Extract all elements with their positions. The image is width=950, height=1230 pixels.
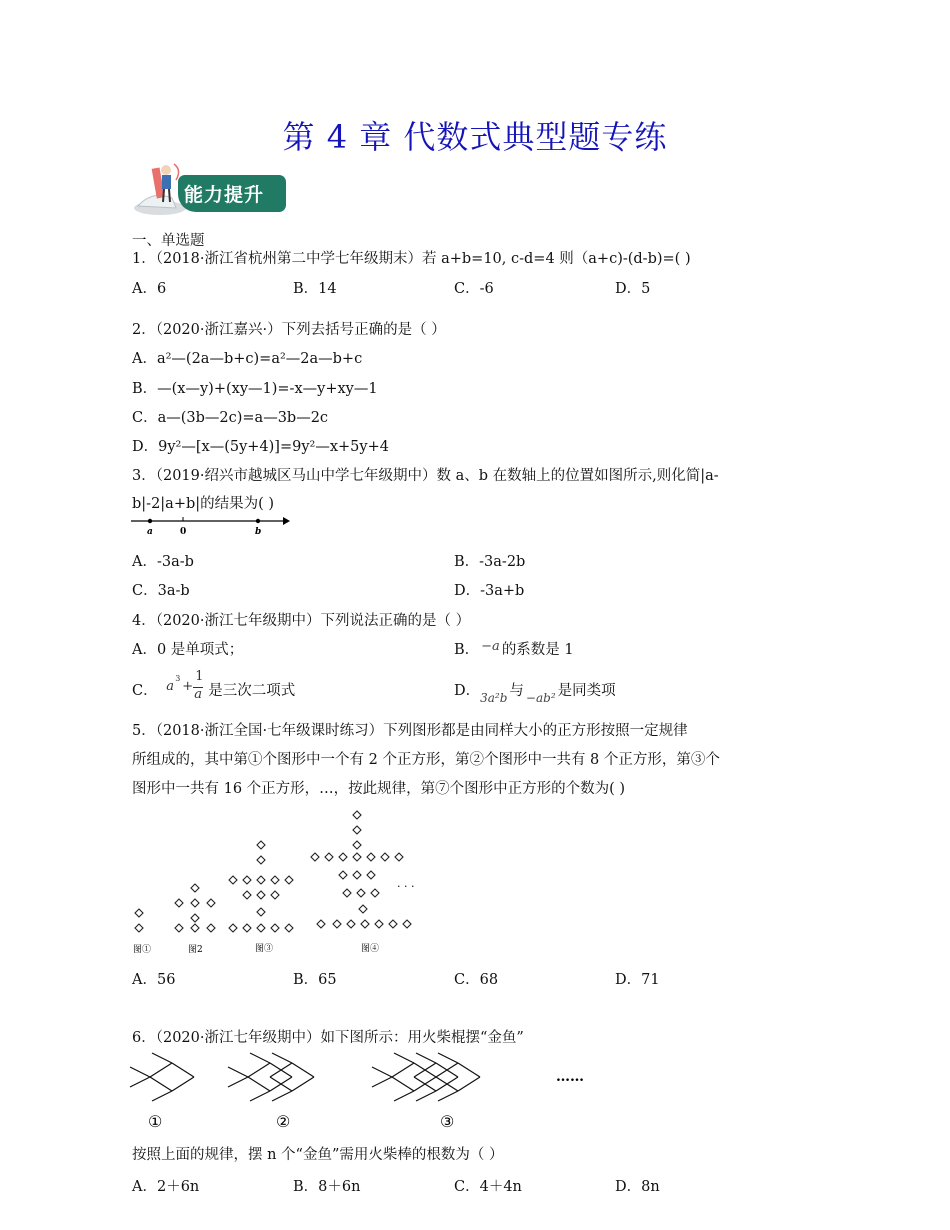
matchstick [150,1077,172,1091]
q5-stem-line2: 所组成的，其中第①个图形中一个有 2 个正方形，第②个图形中一共有 8 个正方形，第③个 [132,752,720,768]
square-diamond [229,924,237,932]
q2-option-d: D．9y²—[x—(5y+4)]=9y²—x+5y+4 [132,439,389,455]
matchstick [152,1091,172,1101]
matchstick [130,1077,150,1087]
q4-option-b-text: 的系数是 1 [501,642,574,658]
square-diamond [257,924,265,932]
q5-option-c: C．68 [454,972,499,988]
q6-option-c: C．4＋4n [454,1179,522,1195]
fish-label-1: ① [148,1112,163,1131]
q4-option-c-text: 是三次二项式 [208,683,296,699]
q1-option-a: A．6 [132,281,167,297]
q4-d-expr2: −ab² [525,691,556,705]
matchstick [250,1053,270,1063]
axis-label-zero: 0 [180,527,187,537]
q5-stem-line3: 图形中一共有 16 个正方形，…，按此规律，第⑦个图形中正方形的个数为( ) [132,781,626,797]
square-diamond [367,871,375,879]
matchstick [458,1077,480,1091]
square-diamond [257,856,265,864]
square-diamond [325,853,333,861]
square-diamond [353,826,361,834]
matchstick [438,1053,458,1063]
q1-option-d: D．5 [615,281,651,297]
fish-label-3: ③ [440,1112,455,1131]
square-diamond [135,924,143,932]
matchstick [394,1053,414,1063]
square-diamond [361,920,369,928]
square-diamond [191,924,199,932]
square-diamond [353,853,361,861]
q3-stem-line1: 3．（2019·绍兴市越城区马山中学七年级期中）数 a、b 在数轴上的位置如图所示,则化简|a- [132,468,719,484]
square-diamond [257,908,265,916]
badge-label: 能力提升 [184,184,265,206]
square-diamond [347,920,355,928]
matchstick [248,1063,270,1077]
q5-option-a: A．56 [132,972,176,988]
q5-stem-line1: 5．（2018·浙江全国·七年级课时练习）下列图形都是由同样大小的正方形按照一定规律 [132,723,688,739]
fish-ellipsis: …… [556,1069,584,1085]
square-diamond [389,920,397,928]
square-diamond [257,841,265,849]
q4-option-c-label: C． [132,683,158,699]
q4-option-b-expr: −a [481,639,500,654]
square-pattern-figure [125,800,435,960]
q4-c-exp: 3 [175,674,181,683]
square-diamond [271,876,279,884]
q4-c-var: a [166,679,174,694]
q5-option-d: D．71 [615,972,660,988]
q2-option-a: A．a²—(2a—b+c)=a²—2a—b+c [132,351,363,367]
matchstick [272,1053,292,1063]
matchstick [228,1077,248,1087]
q1-option-c: C．-6 [454,281,494,297]
q2-option-c: C．a—(3b—2c)=a—3b—2c [132,410,329,426]
goldfish-matchstick-figure [128,1045,608,1140]
matchstick [228,1067,248,1077]
square-diamond [339,871,347,879]
fish-label-2: ② [276,1112,291,1131]
matchstick [250,1091,270,1101]
q4-option-a: A．0 是单项式； [132,642,244,658]
square-diamond [135,909,143,917]
q5-option-b: B．65 [293,972,337,988]
square-diamond [285,924,293,932]
square-diamond [375,920,383,928]
matchstick [392,1077,414,1091]
matchstick [292,1077,314,1091]
matchstick [372,1067,392,1077]
square-diamond [191,884,199,892]
square-diamond [333,920,341,928]
q3-option-b: B．-3a-2b [454,554,526,570]
square-diamond [191,899,199,907]
q6-option-b: B．8＋6n [293,1179,361,1195]
q4-stem: 4．（2020·浙江七年级期中）下列说法正确的是（ ） [132,613,471,629]
matchstick [438,1091,458,1101]
q2-option-b: B．—(x—y)+(xy—1)=-x—y+xy—1 [132,381,378,397]
matchstick [172,1077,194,1091]
matchstick [152,1053,172,1063]
matchstick [172,1063,194,1077]
q4-option-b [454,638,574,659]
fig-label-4: 图④ [361,944,380,954]
square-diamond [353,871,361,879]
square-diamond [243,924,251,932]
q1-option-b: B．14 [293,281,337,297]
matchstick [150,1063,172,1077]
square-diamond [285,876,293,884]
section-heading: 一、单选题 [132,233,205,249]
q4-option-d-text: 是同类项 [557,683,616,699]
square-diamond [317,920,325,928]
q6-stem-line2: 按照上面的规律，摆 n 个“金鱼”需用火柴棒的根数为（ ） [132,1147,504,1163]
q4-d-mid: 与 [509,683,524,699]
q4-option-d-label: D． [454,683,481,699]
q3-option-c: C．3a-b [132,583,190,599]
q4-c-plus: + [182,679,194,694]
q2-stem: 2．（2020·浙江嘉兴·）下列去括号正确的是（ ） [132,322,446,338]
square-diamond [207,899,215,907]
matchstick [392,1063,414,1077]
square-diamond [357,889,365,897]
q4-option-b-label: B． [454,642,480,658]
square-diamond [257,876,265,884]
square-diamond [381,853,389,861]
square-diamond [175,899,183,907]
square-diamond [271,924,279,932]
square-diamond [339,853,347,861]
q4-d-expr1: 3a²b [480,691,508,705]
matchstick [130,1067,150,1077]
square-diamond [175,924,183,932]
point-b [256,519,260,523]
axis-label-a: a [147,527,153,537]
q4-c-frac-den: a [194,687,202,702]
square-diamond [229,876,237,884]
matchstick [372,1077,392,1087]
q6-option-d: D．8n [615,1179,660,1195]
square-diamond [207,924,215,932]
matchstick [458,1063,480,1077]
matchstick [248,1077,270,1091]
matchstick [292,1063,314,1077]
q3-option-d: D．-3a+b [454,583,525,599]
square-diamond [243,876,251,884]
square-diamond [353,841,361,849]
square-diamond [271,891,279,899]
square-diamond [311,853,319,861]
square-diamond [367,853,375,861]
q4-c-frac-num: 1 [195,669,204,684]
fig-label-3: 图③ [255,944,274,954]
axis-label-b: b [255,527,262,537]
square-diamond [359,905,367,913]
q3-stem-line2: b|-2|a+b|的结果为( ) [132,496,275,512]
matchstick [272,1091,292,1101]
square-diamond [395,853,403,861]
square-diamond [353,811,361,819]
square-diamond [403,920,411,928]
q1-stem: 1．（2018·浙江省杭州第二中学七年级期末）若 a+b=10, c-d=4 则（a+c)-(d-b)=( ) [132,251,691,267]
ability-badge [132,160,286,216]
square-diamond [191,914,199,922]
point-a [148,519,152,523]
q6-stem: 6．（2020·浙江七年级期中）如下图所示：用火柴棍摆“金鱼” [132,1030,524,1046]
fig-label-2: 图2 [188,945,203,955]
q3-option-a: A．-3a-b [132,554,194,570]
matchstick [416,1091,436,1101]
page-title: 第 4 章 代数式典型题专练 [282,118,668,156]
matchstick [416,1053,436,1063]
square-diamond [243,891,251,899]
fig-label-1: 图① [133,945,152,955]
matchstick [394,1091,414,1101]
q6-option-a: A．2＋6n [132,1179,200,1195]
square-diamond [371,889,379,897]
q4-option-c [132,669,296,702]
square-diamond [257,891,265,899]
q4-option-c-expr [162,669,208,702]
pattern-ellipsis: · · · [397,880,415,893]
q4-option-d [454,679,616,705]
square-diamond [343,889,351,897]
number-line-figure [128,512,293,538]
